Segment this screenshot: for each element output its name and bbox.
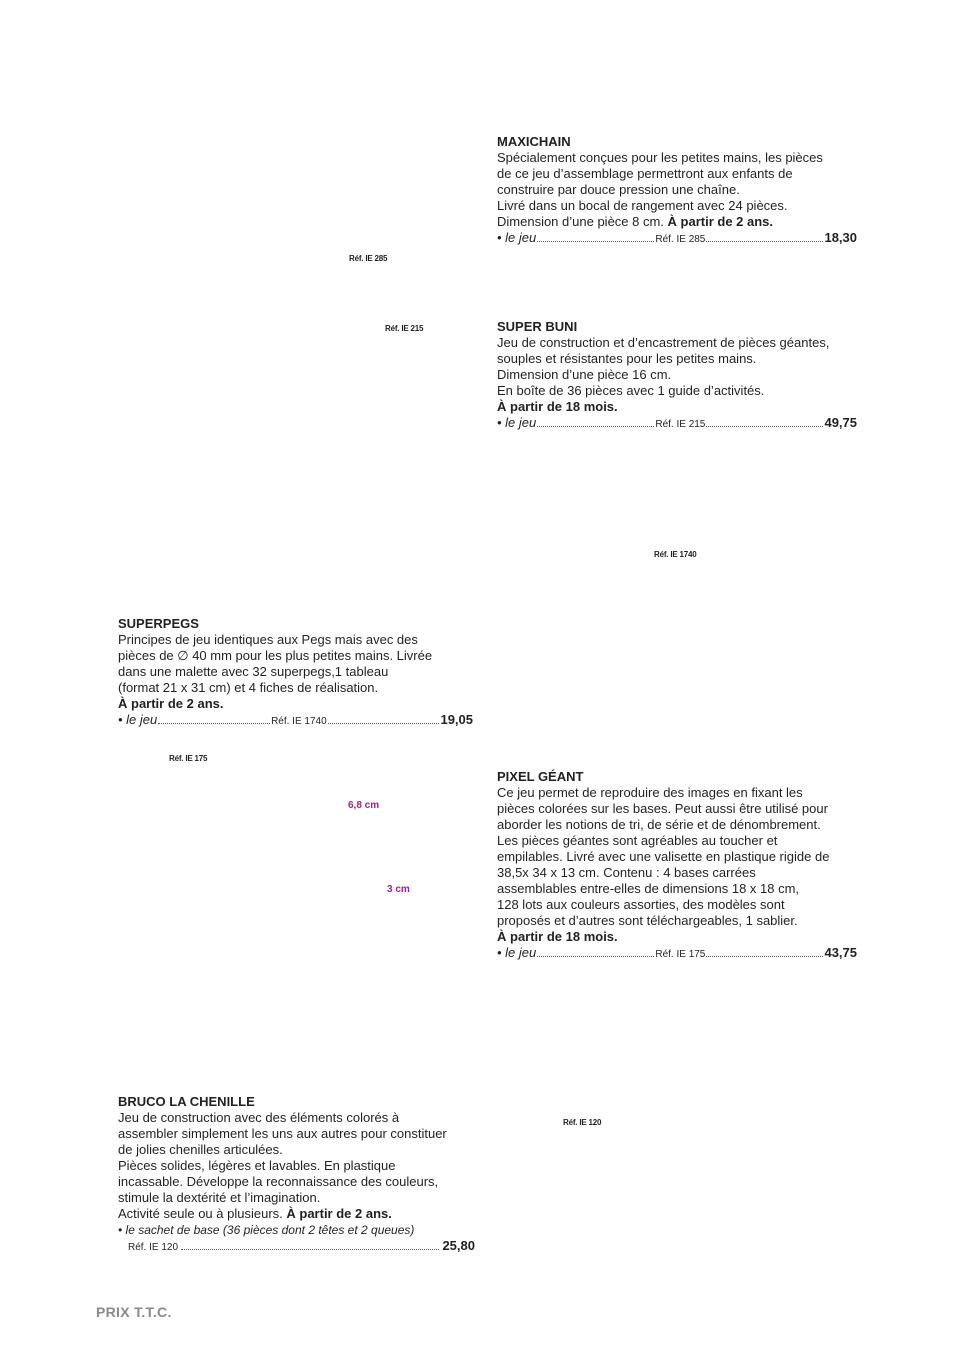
product-title: SUPERPEGS [118,616,199,631]
leader-dots [706,426,823,427]
age-label: À partir de 18 mois. [497,929,618,944]
description-line: souples et résistantes pour les petites mains. [497,351,757,366]
leader-dots [158,723,270,724]
leader-dots [181,1249,439,1250]
price: 25,80 [442,1238,475,1253]
leader-dots [537,241,654,242]
price: 19,05 [440,712,474,727]
price-footer-label: PRIX T.T.C. [96,1304,172,1320]
description-line: assembler simplement les uns aux autres pour constituer [118,1126,447,1141]
product-title: MAXICHAIN [497,134,571,149]
price-row [497,230,857,248]
description-line: Dimension d’une pièce 16 cm. [497,367,672,382]
price-row [497,415,857,433]
item-label: • le sachet de base (36 pièces dont 2 têtes et 2 queues) [118,1223,415,1237]
description-line: (format 21 x 31 cm) et 4 fiches de réalisation. [118,680,379,695]
product-title: SUPER BUNI [497,319,578,334]
age-label: À partir de 2 ans. [118,696,224,711]
description-line: proposés et d’autres sont téléchargeables, 1 sablier. [497,913,798,928]
description-line: empilables. Livré avec une valisette en plastique rigide de [497,849,830,864]
leader-dots [537,426,654,427]
leader-dots [706,956,823,957]
item-label: • le jeu [497,945,537,960]
dimension-height-label: 6,8 cm [348,800,380,811]
description-line: 38,5x 34 x 13 cm. Contenu : 4 bases carrées [497,865,756,880]
item-label: • le jeu [118,712,158,727]
description-line: aborder les notions de tri, de série et de dénombrement. [497,817,821,832]
activity-text: Activité seule ou à plusieurs. [118,1206,283,1221]
price: 18,30 [824,230,858,245]
description-line: stimule la dextérité et l’imagination. [118,1190,321,1205]
description-line: Livré dans un bocal de rangement avec 24 pièces. [497,198,788,213]
description-line: construire par douce pression une chaîne. [497,182,740,197]
leader-dots [328,723,440,724]
dimension-text: Dimension d’une pièce 8 cm. [497,214,664,229]
leader-dots [706,241,823,242]
product-title: PIXEL GÉANT [497,769,584,784]
description-line: de ce jeu d’assemblage permettront aux enfants de [497,166,793,181]
reference-code: Réf. IE 175 [655,949,706,960]
reference-code: Réf. IE 285 [655,234,706,245]
dimension-width-label: 3 cm [387,884,410,895]
description-line: En boîte de 36 pièces avec 1 guide d’activités. [497,383,765,398]
description-line [497,214,857,230]
description-line: Jeu de construction et d’encastrement de pièces géantes, [497,335,830,350]
item-label: • le jeu [497,230,537,245]
image-ref-tag: Réf. IE 285 [349,254,388,263]
description-line: 128 lots aux couleurs assorties, des modèles sont [497,897,785,912]
reference-code: Réf. IE 1740 [271,716,327,727]
description-line: dans une malette avec 32 superpegs,1 tableau [118,664,389,679]
description-line: Pièces solides, légères et lavables. En plastique [118,1158,396,1173]
reference-code: Réf. IE 120 [128,1242,179,1253]
description-line: Spécialement conçues pour les petites mains, les pièces [497,150,823,165]
price: 49,75 [824,415,858,430]
image-ref-tag: Réf. IE 1740 [654,550,697,559]
description-line: de jolies chenilles articulées. [118,1142,283,1157]
product-title: BRUCO LA CHENILLE [118,1094,255,1109]
product-bruco [118,1094,475,1256]
description-line: assemblables entre-elles de dimensions 18 x 18 cm, [497,881,800,896]
product-pixel-geant [497,769,857,963]
age-label: À partir de 2 ans. [286,1206,392,1221]
item-label: • le jeu [497,415,537,430]
price: 43,75 [824,945,858,960]
price-row [497,945,857,963]
age-label: À partir de 2 ans. [667,214,774,229]
image-ref-tag: Réf. IE 175 [169,754,208,763]
image-ref-tag: Réf. IE 120 [563,1118,602,1127]
product-superpegs [118,616,473,730]
image-ref-tag: Réf. IE 215 [385,324,424,333]
description-line: Principes de jeu identiques aux Pegs mais avec des [118,632,418,647]
description-line: pièces colorées sur les bases. Peut aussi être utilisé pour [497,801,828,816]
product-super-buni [497,319,857,433]
age-label: À partir de 18 mois. [497,399,618,414]
description-line: pièces de ∅ 40 mm pour les plus petites mains. Livrée [118,648,433,663]
reference-code: Réf. IE 215 [655,419,706,430]
product-maxichain [497,134,857,248]
description-line: Ce jeu permet de reproduire des images en fixant les [497,785,803,800]
description-line [118,1206,475,1222]
description-line: Les pièces géantes sont agréables au toucher et [497,833,778,848]
price-row [118,712,473,730]
leader-dots [537,956,654,957]
price-row [118,1238,475,1256]
description-line: incassable. Développe la reconnaissance des couleurs, [118,1174,439,1189]
description-line: Jeu de construction avec des éléments colorés à [118,1110,400,1125]
